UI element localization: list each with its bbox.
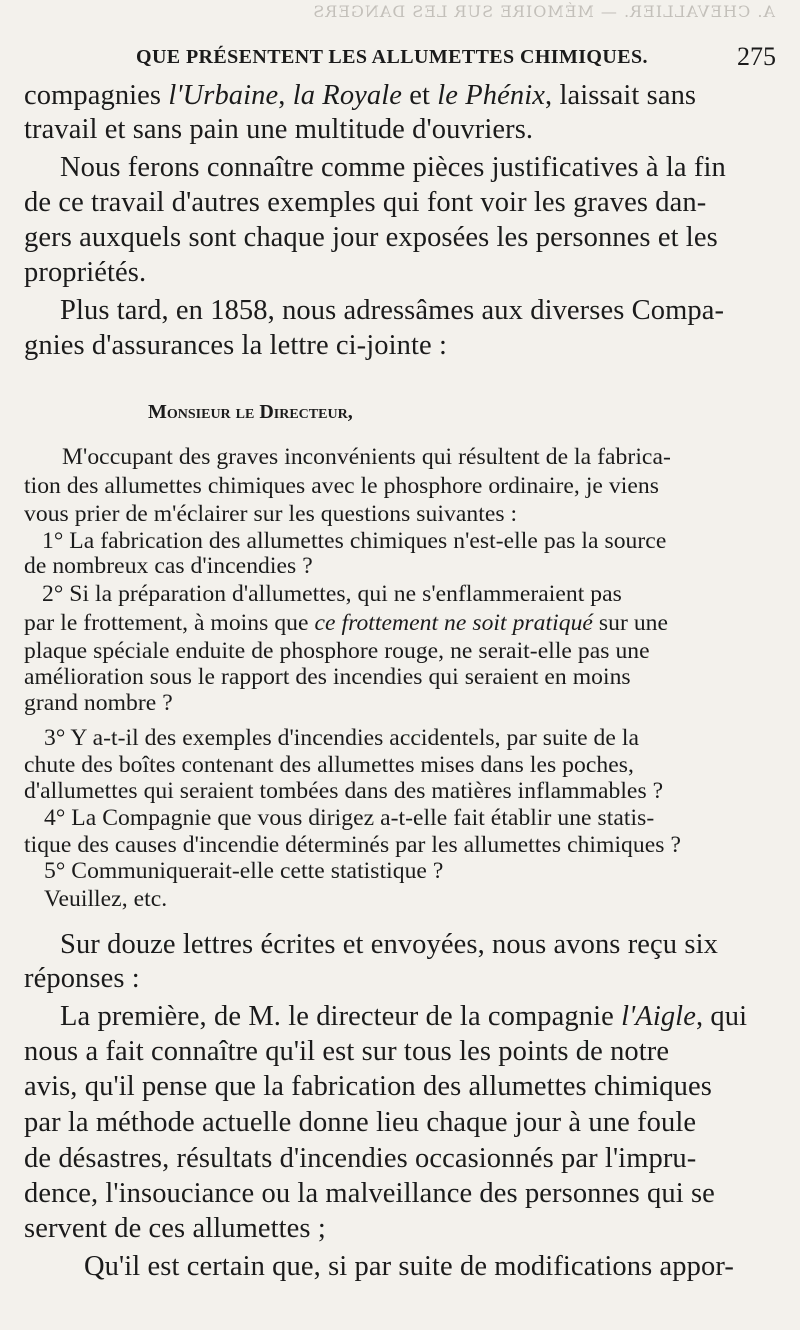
text-line: propriétés. (24, 257, 147, 288)
text-line: avis, qu'il pense que la fabrication des allumettes chimiques (24, 1071, 712, 1102)
text-line: de désastres, résultats d'incendies occasionnés par l'impru- (24, 1143, 697, 1174)
letter-line: tique des causes d'incendie déterminés par les allumettes chimiques ? (24, 832, 681, 858)
text-line: Plus tard, en 1858, nous adressâmes aux diverses Compa- (60, 295, 725, 326)
text-line: Qu'il est certain que, si par suite de modifications appor- (84, 1251, 734, 1282)
text-line: de ce travail d'autres exemples qui font voir les graves dan- (24, 187, 707, 218)
letter-line: grand nombre ? (24, 690, 173, 716)
text-line: Sur douze lettres écrites et envoyées, nous avons reçu six (60, 929, 718, 960)
letter-line: 4° La Compagnie que vous dirigez a-t-elle fait établir une statis- (44, 805, 655, 831)
letter-line: d'allumettes qui seraient tombées dans des matières inflammables ? (24, 778, 664, 804)
italic-company-royale: la Royale (292, 80, 403, 111)
text-line: nous a fait connaître qu'il est sur tous les points de notre (24, 1036, 670, 1067)
letter-line: chute des boîtes contenant des allumettes mises dans les poches, (24, 752, 634, 778)
italic-phrase: ce frottement ne soit pratiqué (314, 610, 593, 636)
letter-line: de nombreux cas d'incendies ? (24, 553, 313, 579)
text-line: gnies d'assurances la lettre ci-jointe : (24, 330, 448, 361)
letter-line: M'occupant des graves inconvénients qui résultent de la fabrica- (62, 444, 671, 470)
italic-company-phenix: le Phénix (437, 80, 545, 111)
letter-line: amélioration sous le rapport des incendies qui seraient en moins (24, 664, 631, 690)
letter-line: tion des allumettes chimiques avec le phosphore ordinaire, je viens (24, 473, 659, 499)
italic-company-urbaine: l'Urbaine (168, 80, 279, 111)
letter-line: 1° La fabrication des allumettes chimiques n'est-elle pas la source (42, 528, 667, 554)
letter-line: 5° Communiquerait-elle cette statistique ? (44, 858, 444, 884)
letter-line: par le frottement, à moins que ce frottement ne soit pratiqué sur une (24, 610, 669, 636)
letter-closing: Veuillez, etc. (44, 886, 168, 912)
letter-line: plaque spéciale enduite de phosphore rouge, ne serait-elle pas une (24, 638, 650, 664)
ghost-header: A. CHEVALLIER. — MÉMOIRE SUR LES DANGERS (312, 2, 775, 21)
italic-company-aigle: l'Aigle (621, 1001, 696, 1032)
text-line: dence, l'insouciance ou la malveillance des personnes qui se (24, 1178, 715, 1209)
text-line: réponses : (24, 963, 140, 994)
letter-line: 3° Y a-t-il des exemples d'incendies accidentels, par suite de la (44, 725, 639, 751)
text-line: servent de ces allumettes ; (24, 1213, 326, 1244)
text-line: Nous ferons connaître comme pièces justificatives à la fin (60, 152, 726, 183)
text-line: La première, de M. le directeur de la compagnie l'Aigle, qui (60, 1001, 748, 1032)
page-number: 275 (737, 42, 776, 71)
text-line: par la méthode actuelle donne lieu chaque jour à une foule (24, 1107, 697, 1138)
text-line: compagnies l'Urbaine, la Royale et le Phénix, laissait sans (24, 80, 697, 111)
letter-salutation: Monsieur le Directeur, (148, 401, 353, 423)
page-header (136, 42, 776, 74)
letter-line: 2° Si la préparation d'allumettes, qui ne s'enflammeraient pas (42, 581, 622, 607)
text-line: gers auxquels sont chaque jour exposées les personnes et les (24, 222, 718, 253)
running-title: QUE PRÉSENTENT LES ALLUMETTES CHIMIQUES. (136, 46, 648, 68)
letter-line: vous prier de m'éclairer sur les questions suivantes : (24, 501, 518, 527)
text-line: travail et sans pain une multitude d'ouvriers. (24, 114, 534, 145)
